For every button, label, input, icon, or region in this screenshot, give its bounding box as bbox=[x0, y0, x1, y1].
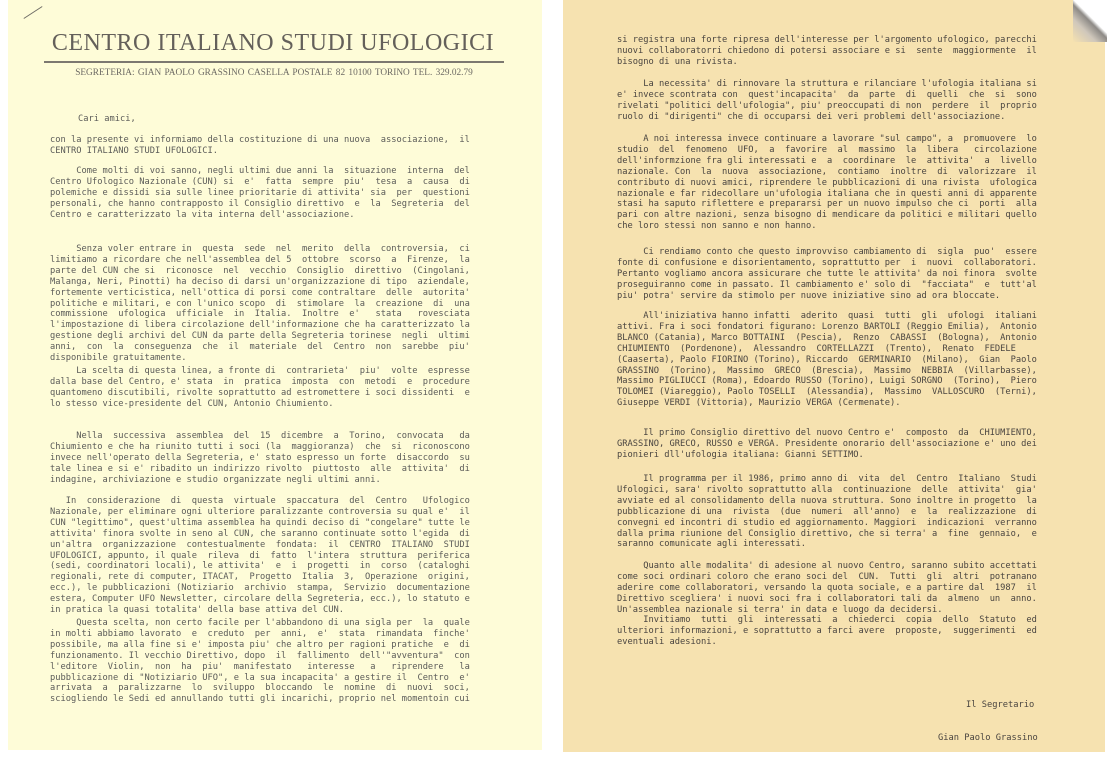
paragraph: Il primo Consiglio direttivo del nuovo Centro e' composto da CHIUMIENTO, GRASSINO, GRECO, RUSSO e VERGA. Presidente onorario dell'associazione e' uno dei pionieri dll'ufologia italiana: Gianni SETTIMO. bbox=[617, 428, 1037, 460]
paragraph: Ci rendiamo conto che questo improvviso cambiamento di sigla puo' essere fonte di confusione e disorientamento, soprattutto per i nuovi collaboratori. Pertanto vogliamo ancora assicurare che tutte le attivita' da noi finora svolte proseguiranno come in passato. Il cambiamento e' solo di "facciata" e tutt'al piu' potra' servire da stimolo per nuove iniziative sino ad ora bloccate. bbox=[617, 247, 1037, 301]
signature-block bbox=[563, 678, 1105, 765]
pen-mark bbox=[24, 6, 43, 19]
paragraph: Quanto alle modalita' di adesione al nuovo Centro, saranno subito accettati come soci ordinari coloro che erano soci del CUN. Tutti gli altri potranano aderire come collaboratori, versando la quota sociale, e a partire dal 1987 il Direttivo scegliera' i nuovi soci fra i collaboratori tali da almeno un anno. Un'assemblea nazionale si terra' in data e luogo da decidersi. bbox=[617, 561, 1037, 615]
signature-title: Il Segretario bbox=[966, 699, 1035, 710]
paragraph: Come molti di voi sanno, negli ultimi due anni la situazione interna del Centro Ufologico Nazionale (CUN) si e' fatta sempre piu' tesa a causa di polemiche e dissidi sia sulle linee prioritarie di attivita' sia per questioni personali, che hanno contrapposto il Consiglio direttivo e la Segreteria del Centro e caratterizzato la vita interna dell'associazione. bbox=[50, 166, 470, 220]
paragraph: A noi interessa invece continuare a lavorare "sul campo", a promuovere lo studio del fenomeno UFO, a favorire al massimo la libera circolazione dell'informzione fra gli interessati e a coordinare le attivita' a livello nazionale. Con la nuova associazione, contiamo inoltre di valorizzare il contributo di nuovi amici, riprendere le pubblicazioni di una rivista ufologica nazionale e far ridecollare un'ufologia italiana che in questi anni di apparente stasi ha saputo riflettere e prepararsi per un nuovo impulso che ci porti alla pari con altre nazioni, senza bisogno di mendicare da politici e militari quello che loro stessi non sanno e non hanno. bbox=[617, 134, 1037, 232]
paragraph: si registra una forte ripresa dell'interesse per l'argomento ufologico, parecchi nuovi collaboratorri chiedono di potersi associare e si sente maggiormente il bisogno di una rivista. bbox=[617, 35, 1037, 67]
salutation: Cari amici, bbox=[78, 114, 136, 124]
paragraph: Nella successiva assemblea del 15 dicembre a Torino, convocata da Chiumiento e che ha riunito tutti i soci (la maggioranza) che si riconoscono invece nell'operato della Segreteria, e' stato espresso un forte disaccordo su tale linea e si e' ribadito un indirizzo rivolto piuttosto alle attivita' di indagine, archiviazione e studio organizzate negli ultimi anni. bbox=[50, 431, 470, 485]
letter-page-2 bbox=[563, 0, 1105, 752]
paragraph: Il programma per il 1986, primo anno di vita del Centro Italiano Studi Ufologici, sara' rivolto soprattutto alla continuazione delle attivita' gia' avviate ed al consolidamento della nuova struttura. Sono inoltre in progetto la pubblicazione di una rivista (due numeri all'anno) e la realizzazione di convegni ed incontri di studio ed aggiornamento. Maggiori indicazioni verranno dalla prima riunione del Consiglio direttivo, che si terra' a fine gennaio, e saranno comunicate agli interessati. bbox=[617, 474, 1037, 550]
paragraph: La scelta di questa linea, a fronte di contrarieta' piu' volte espresse dalla base del Centro, e' stata in pratica imposta con metodi e procedure quantomeno discutibili, rivolte soprattutto ad estromettere i soci dissidenti e lo stesso vice-presidente del CUN, Antonio Chiumiento. bbox=[50, 366, 470, 409]
signature-name: Gian Paolo Grassino bbox=[938, 732, 1038, 743]
paragraph: con la presente vi informiamo della costituzione di una nuova associazione, il CENTRO ITALIANO STUDI UFOLOGICI. bbox=[50, 135, 470, 156]
paragraph: Invitiamo tutti gli interessati a chiederci copia dello Statuto ed ulteriori informazioni, e soprattutto a farci avere proposte, suggerimenti ed eventuali adesioni. bbox=[617, 615, 1037, 647]
letter-page-1 bbox=[8, 0, 542, 750]
paragraph: Senza voler entrare in questa sede nel merito della controversia, ci limitiamo a ricordare che nell'assemblea del 5 ottobre scorso a Firenze, la parte del CUN che si riconosce nel vecchio Consiglio direttivo (Cingolani, Malanga, Neri, Pinotti) ha deciso di darsi un'organizzazione di tipo aziendale, fortemente verticistica, nell'ottica di porsi come contraltare delle autorita' politiche e militari, e con l'unico scopo di stimolare la creazione di una commissione ufologica ufficiale in Italia. Inoltre e' stata rovesciata l'impostazione di libera circolazione dell'informazione che ha caratterizzato la gestione degli archivi del CUN da parte della Segreteria torinese negli ultimi anni, con la conseguenza che il materiale del Centro non sarebbe piu' disponibile gratuitamente. bbox=[50, 244, 470, 364]
paragraph: In considerazione di questa virtuale spaccatura del Centro Ufologico Nazionale, per eliminare ogni ulteriore paralizzante controversia su qual e' il CUN "legittimo", quest'ultima assemblea ha quindi deciso di "congelare" tutte le attivita' finora svolte in seno al CUN, che saranno continuate sotto l'egida di un'altra organizzazione contestualmente fondata: il CENTRO ITALIANO STUDI UFOLOGICI, appunto, il quale rileva di fatto l'intera struttura periferica (sedi, coordinatori locali), le attivita' e i progetti in corso (cataloghi regionali, rete di computer, ITACAT, Progetto Italia 3, Operazione origini, ecc.), le pubblicazioni (Notiziario archivio stampa, Servizio documentazione estera, Computer UFO Newsletter, circolare della Segreteria, ecc.), lo statuto e in pratica la quasi totalita' della base attiva del CUN. bbox=[50, 496, 470, 616]
paragraph: All'iniziativa hanno infatti aderito quasi tutti gli ufologi italiani attivi. Fra i soci fondatori figurano: Lorenzo BARTOLI (Reggio Emilia), Antonio BLANCO (Catania), Marco BOTTAINI (Pescia), Renzo CABASSI (Bologna), Antonio CHIUMIENTO (Pordenone), Alessandro CORTELLAZZI (Trento), Renato FEDELE (Caaserta), Paolo FIORINO (Torino), Riccardo GERMINARIO (Milano), Gian Paolo GRASSINO (Torino), Massimo GRECO (Brescia), Massimo NEBBIA (Villarbasse), Massimo PIGLIUCCI (Roma), Edoardo RUSSO (Torino), Luigi SORGNO (Torino), Piero TOLOMEI (Viareggio), Paolo TOSELLI (Alessandia), Massimo VALLOSCURO (Terni), Giuseppe VERDI (Vittoria), Maurizio VERGA (Cermenate). bbox=[617, 311, 1037, 409]
letterhead-divider bbox=[44, 61, 504, 63]
paragraph: La necessita' di rinnovare la struttura e rilanciare l'ufologia italiana si e' invece scontrata con quest'incapacita' da parte di quelli che si sono rivelati "politici dell'ufologia", piu' preoccupati di non perdere il proprio ruolo di "dirigenti" che di occuparsi dei veri problemi dell'associazione. bbox=[617, 79, 1037, 122]
folded-corner bbox=[1073, 0, 1107, 42]
letterhead-address: SEGRETERIA: GIAN PAOLO GRASSINO CASELLA POSTALE 82 10100 TORINO TEL. 329.02.79 bbox=[75, 68, 473, 78]
paragraph: Questa scelta, non certo facile per l'abbandono di una sigla per la quale in molti abbiamo lavorato e creduto per anni, e' stata rimandata finche' possibile, ma alla fine si e' imposta piu' che altro per ragioni pratiche e di funzionamento. Il vecchio Direttivo, dopo il fallimento dell'"avventura" con l'editore Violin, non ha piu' manifestato interesse a riprendere la pubblicazione di "Notiziario UFO", e la sua incapacita' a gestire il Centro e' arrivata a paralizzarne lo sviluppo bloccando le nomine di nuovi soci, sciogliendo le Sedi ed annullando tutti gli incarichi, proprio nel momentoin cui bbox=[50, 618, 470, 705]
letterhead-title: CENTRO ITALIANO STUDI UFOLOGICI bbox=[51, 30, 495, 56]
